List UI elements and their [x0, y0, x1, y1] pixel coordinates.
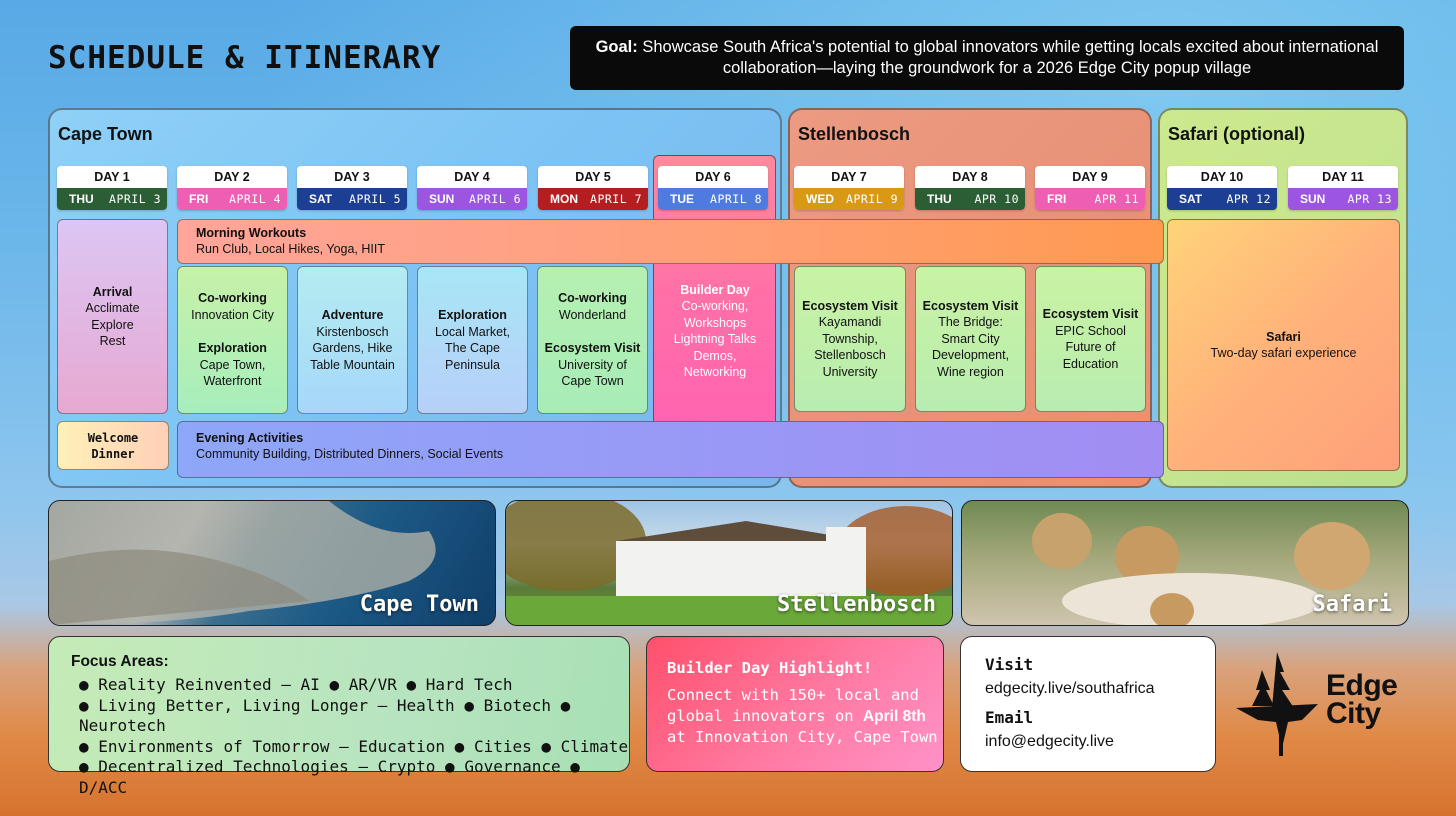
day-label: DAY 10	[1200, 170, 1244, 184]
day-label: DAY 5	[575, 170, 611, 184]
activity-text: The Cape	[445, 341, 500, 355]
focus-item: ● Decentralized Technologies – Crypto ● Governance ● D/ACC	[79, 757, 580, 797]
logo-line: Edge	[1326, 669, 1398, 702]
activity-text: Smart City	[941, 331, 1000, 346]
arrival-line: Explore	[91, 317, 134, 332]
activity-text: Township,	[822, 331, 878, 346]
day-header	[794, 166, 904, 210]
goal-banner	[570, 26, 1404, 90]
day4-activities	[417, 266, 528, 414]
activity-text: Wonderland	[558, 307, 627, 322]
day-date: APRIL 5	[349, 192, 401, 206]
activity-text: Stellenbosch	[814, 348, 886, 363]
builder-highlight-text: global innovators on	[667, 706, 863, 725]
visit-label: Visit	[985, 655, 1034, 674]
arrival-line: Rest	[99, 334, 126, 348]
island-tree-icon	[1232, 650, 1322, 760]
day-date: APR 11	[1094, 192, 1139, 206]
activity-text: Waterfront	[203, 374, 262, 389]
day-date-bar	[1167, 188, 1277, 210]
builder-highlight-date: April 8th	[862, 707, 926, 725]
day-date-bar	[1288, 188, 1398, 210]
day-label: DAY 3	[334, 170, 370, 184]
goal-text: Showcase South Africa's potential to global innovators while getting locals excited about international collaboration—laying the groundwork for a 2026 Edge City popup village	[642, 38, 1379, 77]
activity-text: Wine region	[937, 364, 1004, 379]
day-header	[417, 166, 527, 210]
day-header	[538, 166, 648, 210]
activity-text: Table Mountain	[310, 357, 395, 372]
day-date: APRIL 6	[469, 192, 521, 206]
activity-text: Co-working,	[681, 299, 749, 313]
day-label: DAY 7	[831, 170, 867, 184]
day-date: APRIL 7	[590, 192, 642, 206]
day-header	[915, 166, 1025, 210]
email-link[interactable]: info@edgecity.live	[985, 733, 1114, 750]
safari-title: Safari (optional)	[1168, 124, 1306, 144]
welcome-dinner-box	[57, 421, 169, 470]
logo-line: City	[1326, 697, 1381, 730]
day-label: DAY 8	[952, 170, 988, 184]
day-label: DAY 6	[695, 170, 731, 184]
day-date-bar	[1035, 188, 1145, 210]
edge-city-logo	[1232, 650, 1412, 760]
activity-text: Future of	[1065, 340, 1116, 354]
focus-item: ● Environments of Tomorrow – Education ● Cities ● Climate	[79, 736, 629, 756]
day-weekday: SUN	[429, 192, 455, 206]
evening-title: Evening Activities	[196, 431, 304, 445]
activity-title: Co-working	[198, 291, 267, 306]
activity-text: Gardens, Hike	[312, 341, 393, 355]
logo-text	[1326, 669, 1398, 730]
welcome-line: Welcome	[87, 430, 139, 445]
day2-activities	[177, 266, 288, 414]
day-header	[1167, 166, 1277, 210]
morning-workouts-bar	[177, 219, 1164, 264]
activity-title: Ecosystem Visit	[1042, 307, 1139, 321]
day-date-bar	[297, 188, 407, 210]
morning-text: Run Club, Local Hikes, Yoga, HIIT	[196, 242, 385, 256]
day5-activities	[537, 266, 648, 414]
arrival-box	[57, 219, 168, 414]
day-header	[1035, 166, 1145, 210]
activity-title: Co-working	[558, 291, 627, 306]
day-weekday: SAT	[309, 192, 333, 206]
day-header	[658, 166, 768, 210]
stellenbosch-photo	[505, 500, 953, 626]
activity-text: Peninsula	[445, 357, 500, 372]
focus-item: ● Living Better, Living Longer – Health ● Biotech ● Neurotech	[79, 695, 571, 735]
focus-title: Focus Areas:	[71, 653, 169, 670]
activity-title: Exploration	[438, 308, 507, 322]
builder-highlight-line: at Innovation City, Cape Town	[667, 728, 938, 746]
focus-areas-card	[48, 636, 630, 797]
activity-text: Networking	[683, 365, 747, 379]
day7-activities	[794, 266, 906, 412]
day-label: DAY 1	[94, 170, 130, 184]
day-date: APRIL 4	[229, 192, 281, 206]
activity-text: Education	[1062, 356, 1119, 371]
day-weekday: FRI	[189, 192, 209, 206]
cape-town-title: Cape Town	[58, 124, 153, 144]
activity-text: University of	[558, 357, 627, 372]
day-label: DAY 9	[1072, 170, 1108, 184]
day-weekday: THU	[69, 192, 94, 206]
day-weekday: SUN	[1300, 192, 1326, 206]
contact-card	[960, 636, 1216, 772]
activity-title: Ecosystem Visit	[922, 298, 1019, 313]
activity-text: Workshops	[683, 315, 747, 330]
evening-text: Community Building, Distributed Dinners, Social Events	[196, 447, 504, 461]
day-date: APRIL 9	[846, 192, 898, 206]
day-weekday: MON	[550, 192, 578, 206]
safari-caption: Safari	[1312, 592, 1392, 617]
page-title: SCHEDULE & ITINERARY	[48, 40, 442, 76]
safari-box	[1167, 219, 1400, 471]
day-date: APR 10	[974, 192, 1019, 206]
day-header	[1288, 166, 1398, 210]
goal-label: Goal:	[595, 38, 638, 56]
activity-title: Adventure	[321, 308, 384, 322]
day-date: APRIL 8	[710, 192, 762, 206]
day-weekday: FRI	[1047, 192, 1067, 206]
day-date: APR 12	[1226, 192, 1271, 206]
day-header	[177, 166, 287, 210]
activity-title: Builder Day	[680, 282, 750, 297]
activity-text: Kirstenbosch	[316, 324, 389, 339]
visit-link[interactable]: edgecity.live/southafrica	[985, 680, 1155, 697]
day-date-bar	[177, 188, 287, 210]
activity-title: Ecosystem Visit	[802, 298, 898, 313]
day-header	[297, 166, 407, 210]
activity-title: Exploration	[198, 341, 267, 356]
activity-text: Local Market,	[434, 324, 511, 339]
builder-highlight-line	[667, 706, 943, 728]
day-date-bar	[538, 188, 648, 210]
activity-text: Kayamandi	[818, 315, 882, 330]
day3-activities	[297, 266, 408, 414]
day8-activities	[915, 266, 1026, 412]
activity-text: Cape Town,	[199, 357, 266, 372]
day6-activities	[657, 266, 773, 396]
day-date-bar	[915, 188, 1025, 210]
arrival-title: Arrival	[92, 284, 133, 299]
builder-day-highlight-card	[646, 636, 944, 772]
day-date-bar	[417, 188, 527, 210]
activity-text: Development,	[931, 348, 1010, 363]
builder-highlight-title: Builder Day Highlight!	[667, 659, 873, 677]
activity-text: University	[822, 364, 878, 379]
evening-activities-bar	[177, 421, 1164, 478]
day9-activities	[1035, 266, 1146, 412]
day-date-bar	[794, 188, 904, 210]
day-date-bar	[658, 188, 768, 210]
stellenbosch-title: Stellenbosch	[798, 124, 911, 144]
cape-town-caption: Cape Town	[359, 592, 479, 617]
day-label: DAY 4	[454, 170, 490, 184]
activity-text: Demos,	[693, 348, 737, 363]
focus-item: ● Reality Reinvented – AI ● AR/VR ● Hard Tech	[79, 675, 513, 694]
activity-text: The Bridge:	[938, 315, 1003, 330]
morning-title: Morning Workouts	[196, 226, 307, 240]
day-weekday: WED	[806, 192, 834, 206]
day-label: DAY 11	[1322, 170, 1364, 184]
day-header	[57, 166, 167, 210]
safari-box-text: Two-day safari experience	[1210, 346, 1357, 360]
cape-town-photo	[48, 500, 496, 626]
day-label: DAY 2	[214, 170, 250, 184]
email-label: Email	[985, 708, 1034, 727]
stellenbosch-caption: Stellenbosch	[777, 592, 936, 617]
activity-text: Innovation City	[191, 307, 274, 322]
day-weekday: SAT	[1179, 192, 1203, 206]
safari-photo	[961, 500, 1409, 626]
day-date-bar	[57, 188, 167, 210]
activity-text: Cape Town	[561, 374, 624, 389]
day-weekday: TUE	[670, 192, 694, 206]
builder-highlight-line: Connect with 150+ local and	[667, 686, 919, 704]
activity-title: Ecosystem Visit	[544, 341, 641, 356]
day-date: APRIL 3	[109, 192, 161, 206]
day-weekday: THU	[927, 192, 952, 206]
safari-box-title: Safari	[1266, 329, 1301, 344]
day-date: APR 13	[1347, 192, 1392, 206]
arrival-line: Acclimate	[85, 301, 140, 315]
activity-text: EPIC School	[1055, 323, 1126, 338]
welcome-line: Dinner	[91, 446, 135, 461]
activity-text: Lightning Talks	[673, 332, 757, 346]
